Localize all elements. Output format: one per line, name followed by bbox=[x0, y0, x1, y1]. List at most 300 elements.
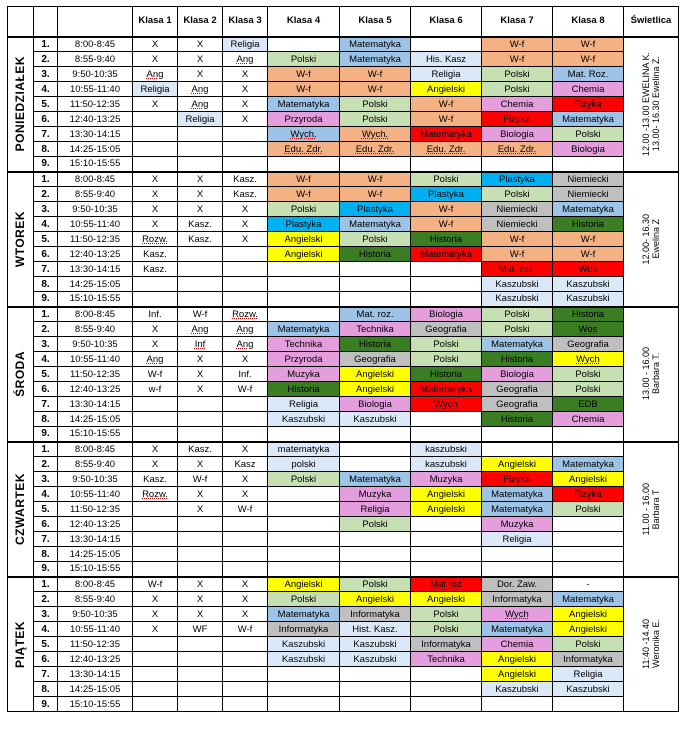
lesson-cell-klasa-4 bbox=[268, 397, 340, 412]
lesson-cell-klasa-2 bbox=[178, 277, 223, 292]
lesson-row bbox=[8, 562, 679, 577]
lesson-cell-klasa-3 bbox=[223, 442, 268, 457]
lesson-cell-klasa-3 bbox=[223, 232, 268, 247]
lesson-time: 8:00-8:45 bbox=[58, 307, 133, 322]
lesson-cell-klasa-6 bbox=[411, 397, 482, 412]
lesson-cell-klasa-7 bbox=[482, 187, 553, 202]
lesson-cell-klasa-5 bbox=[340, 322, 411, 337]
subject-label: Matematyka bbox=[491, 488, 543, 500]
lesson-cell-klasa-1 bbox=[133, 322, 178, 337]
subject-label: Kaszubski bbox=[566, 293, 610, 305]
subject-label: Plastyka bbox=[285, 218, 322, 230]
lesson-number: 2. bbox=[34, 592, 58, 607]
header-blank bbox=[58, 7, 133, 37]
subject-label: polski bbox=[291, 458, 316, 470]
lesson-time: 8:55-9:40 bbox=[58, 52, 133, 67]
lesson-cell-klasa-1 bbox=[133, 652, 178, 667]
lesson-cell-klasa-1 bbox=[133, 622, 178, 637]
lesson-cell-klasa-5 bbox=[340, 607, 411, 622]
lesson-cell-klasa-5 bbox=[340, 382, 411, 397]
subject-label: Polski bbox=[433, 173, 459, 185]
subject-label: Kaszubski bbox=[566, 683, 610, 695]
lesson-cell-klasa-1 bbox=[133, 202, 178, 217]
lesson-cell-klasa-1 bbox=[133, 367, 178, 382]
subject-label: X bbox=[151, 608, 159, 620]
lesson-cell-klasa-6 bbox=[411, 37, 482, 52]
lesson-cell-klasa-3 bbox=[223, 127, 268, 142]
lesson-cell-klasa-4 bbox=[268, 577, 340, 592]
lesson-row bbox=[8, 367, 679, 382]
lesson-number: 9. bbox=[34, 292, 58, 307]
lesson-cell-klasa-4 bbox=[268, 472, 340, 487]
subject-label: Inf. bbox=[238, 368, 252, 380]
lesson-time: 14:25-15:05 bbox=[58, 142, 133, 157]
lesson-cell-klasa-5 bbox=[340, 307, 411, 322]
subject-label: W-f bbox=[367, 188, 383, 200]
lesson-cell-klasa-8 bbox=[553, 262, 624, 277]
lesson-cell-klasa-6 bbox=[411, 487, 482, 502]
lesson-cell-klasa-3 bbox=[223, 502, 268, 517]
lesson-row bbox=[8, 127, 679, 142]
subject-label: Technika bbox=[356, 323, 394, 335]
lesson-row bbox=[8, 457, 679, 472]
subject-label: X bbox=[196, 188, 204, 200]
header-class-2: Klasa 2 bbox=[178, 7, 223, 37]
subject-label: Wych bbox=[576, 353, 600, 365]
subject-label: Matematyka bbox=[420, 383, 472, 395]
lesson-cell-klasa-2 bbox=[178, 157, 223, 172]
day-label bbox=[8, 37, 34, 172]
lesson-cell-klasa-7 bbox=[482, 367, 553, 382]
subject-label: Informatyka bbox=[350, 608, 400, 620]
subject-label: X bbox=[151, 203, 159, 215]
subject-label: Plastyka bbox=[357, 203, 393, 215]
lesson-cell-klasa-1 bbox=[133, 592, 178, 607]
lesson-cell-klasa-1 bbox=[133, 292, 178, 307]
lesson-cell-klasa-5 bbox=[340, 622, 411, 637]
lesson-cell-klasa-8 bbox=[553, 382, 624, 397]
lesson-cell-klasa-7 bbox=[482, 202, 553, 217]
lesson-cell-klasa-8 bbox=[553, 487, 624, 502]
lesson-cell-klasa-2 bbox=[178, 607, 223, 622]
lesson-cell-klasa-3 bbox=[223, 427, 268, 442]
swietlica-text: 11.00 - 16.00 Barbara T bbox=[641, 482, 661, 536]
lesson-number: 7. bbox=[34, 397, 58, 412]
lesson-number: 8. bbox=[34, 277, 58, 292]
subject-label: X bbox=[196, 383, 204, 395]
lesson-cell-klasa-5 bbox=[340, 262, 411, 277]
subject-label: Kaszubski bbox=[353, 413, 397, 425]
lesson-cell-klasa-5 bbox=[340, 127, 411, 142]
lesson-cell-klasa-1 bbox=[133, 577, 178, 592]
lesson-cell-klasa-7 bbox=[482, 67, 553, 82]
lesson-cell-klasa-3 bbox=[223, 202, 268, 217]
lesson-cell-klasa-3 bbox=[223, 337, 268, 352]
lesson-cell-klasa-5 bbox=[340, 577, 411, 592]
lesson-cell-klasa-1 bbox=[133, 112, 178, 127]
lesson-cell-klasa-8 bbox=[553, 187, 624, 202]
subject-label: X bbox=[196, 173, 204, 185]
lesson-cell-klasa-1 bbox=[133, 37, 178, 52]
lesson-cell-klasa-4 bbox=[268, 277, 340, 292]
lesson-number: 5. bbox=[34, 637, 58, 652]
subject-label: Matematyka bbox=[562, 203, 614, 215]
subject-label: Polski bbox=[290, 473, 317, 485]
swietlica-hours bbox=[624, 442, 679, 577]
day-label bbox=[8, 577, 34, 712]
subject-label: W-f bbox=[296, 173, 311, 185]
header-row bbox=[8, 7, 679, 37]
lesson-cell-klasa-6 bbox=[411, 562, 482, 577]
lesson-cell-klasa-4 bbox=[268, 322, 340, 337]
subject-label: Kaszubski bbox=[495, 293, 539, 305]
subject-label: Angielski bbox=[355, 368, 395, 380]
lesson-number: 6. bbox=[34, 652, 58, 667]
lesson-cell-klasa-5 bbox=[340, 97, 411, 112]
lesson-cell-klasa-3 bbox=[223, 667, 268, 682]
subject-label: W-f bbox=[509, 248, 525, 260]
lesson-cell-klasa-1 bbox=[133, 67, 178, 82]
subject-label: Ang bbox=[191, 323, 209, 335]
day-name: PONIEDZIAŁEK bbox=[13, 56, 27, 152]
subject-label: Chemia bbox=[500, 638, 534, 650]
lesson-cell-klasa-4 bbox=[268, 307, 340, 322]
lesson-cell-klasa-7 bbox=[482, 172, 553, 187]
lesson-cell-klasa-5 bbox=[340, 457, 411, 472]
subject-label: Polski bbox=[290, 593, 317, 605]
lesson-cell-klasa-8 bbox=[553, 247, 624, 262]
subject-label: Mat. roz. bbox=[356, 308, 394, 320]
subject-label: Polski bbox=[362, 578, 388, 590]
lesson-cell-klasa-1 bbox=[133, 517, 178, 532]
lesson-row bbox=[8, 337, 679, 352]
subject-label: Historia bbox=[429, 233, 463, 245]
subject-label: Polski bbox=[433, 608, 459, 620]
lesson-cell-klasa-5 bbox=[340, 142, 411, 157]
lesson-row bbox=[8, 472, 679, 487]
lesson-row bbox=[8, 247, 679, 262]
subject-label: Religia bbox=[502, 533, 532, 545]
lesson-cell-klasa-1 bbox=[133, 502, 178, 517]
subject-label: Polski bbox=[290, 203, 317, 215]
lesson-cell-klasa-3 bbox=[223, 562, 268, 577]
lesson-cell-klasa-3 bbox=[223, 367, 268, 382]
lesson-cell-klasa-2 bbox=[178, 532, 223, 547]
subject-label: Biologia bbox=[500, 128, 534, 140]
subject-label: Matematyka bbox=[491, 503, 543, 515]
lesson-cell-klasa-8 bbox=[553, 352, 624, 367]
subject-label: X bbox=[196, 503, 204, 515]
lesson-cell-klasa-6 bbox=[411, 247, 482, 262]
subject-label: W-f bbox=[147, 368, 163, 380]
lesson-number: 2. bbox=[34, 52, 58, 67]
subject-label: Historia bbox=[358, 338, 392, 350]
lesson-cell-klasa-6 bbox=[411, 202, 482, 217]
lesson-number: 8. bbox=[34, 682, 58, 697]
lesson-cell-klasa-3 bbox=[223, 157, 268, 172]
subject-label: Kasz. bbox=[188, 218, 212, 230]
lesson-cell-klasa-3 bbox=[223, 217, 268, 232]
lesson-cell-klasa-2 bbox=[178, 367, 223, 382]
lesson-row bbox=[8, 37, 679, 52]
subject-label: Matematyka bbox=[349, 38, 401, 50]
subject-label: Muzyka bbox=[500, 518, 534, 530]
subject-label: Chemia bbox=[500, 98, 534, 110]
lesson-cell-klasa-2 bbox=[178, 67, 223, 82]
lesson-number: 7. bbox=[34, 127, 58, 142]
lesson-cell-klasa-4 bbox=[268, 667, 340, 682]
lesson-number: 8. bbox=[34, 547, 58, 562]
subject-label: Matematyka bbox=[562, 113, 614, 125]
header-class-7: Klasa 7 bbox=[482, 7, 553, 37]
lesson-cell-klasa-2 bbox=[178, 82, 223, 97]
lesson-cell-klasa-3 bbox=[223, 247, 268, 262]
subject-label: Fizyka bbox=[503, 113, 531, 125]
lesson-cell-klasa-1 bbox=[133, 172, 178, 187]
subject-label: W-f bbox=[296, 83, 311, 95]
lesson-time: 11:50-12:35 bbox=[58, 367, 133, 382]
lesson-cell-klasa-6 bbox=[411, 52, 482, 67]
lesson-cell-klasa-1 bbox=[133, 262, 178, 277]
lesson-cell-klasa-7 bbox=[482, 427, 553, 442]
lesson-cell-klasa-1 bbox=[133, 682, 178, 697]
subject-label: Rozw. bbox=[142, 488, 168, 500]
subject-label: W-f bbox=[438, 203, 454, 215]
lesson-cell-klasa-5 bbox=[340, 397, 411, 412]
lesson-number: 3. bbox=[34, 337, 58, 352]
lesson-cell-klasa-2 bbox=[178, 292, 223, 307]
lesson-row bbox=[8, 532, 679, 547]
lesson-cell-klasa-8 bbox=[553, 52, 624, 67]
lesson-cell-klasa-1 bbox=[133, 472, 178, 487]
lesson-number: 4. bbox=[34, 622, 58, 637]
lesson-number: 9. bbox=[34, 157, 58, 172]
subject-label: W-f bbox=[438, 218, 454, 230]
lesson-number: 2. bbox=[34, 322, 58, 337]
day-name: CZWARTEK bbox=[13, 473, 27, 545]
lesson-time: 10:55-11:40 bbox=[58, 352, 133, 367]
lesson-number: 3. bbox=[34, 607, 58, 622]
lesson-cell-klasa-4 bbox=[268, 127, 340, 142]
lesson-cell-klasa-2 bbox=[178, 112, 223, 127]
lesson-cell-klasa-4 bbox=[268, 217, 340, 232]
lesson-cell-klasa-8 bbox=[553, 142, 624, 157]
lesson-cell-klasa-6 bbox=[411, 382, 482, 397]
lesson-time: 12:40-13:25 bbox=[58, 112, 133, 127]
subject-label: Angielski bbox=[355, 383, 395, 395]
subject-label: Rozw. bbox=[232, 308, 258, 320]
subject-label: Angielski bbox=[355, 593, 395, 605]
subject-label: Technika bbox=[284, 338, 323, 350]
subject-label: X bbox=[241, 578, 249, 590]
lesson-cell-klasa-6 bbox=[411, 697, 482, 712]
lesson-time: 14:25-15:05 bbox=[58, 547, 133, 562]
lesson-row bbox=[8, 637, 679, 652]
lesson-cell-klasa-7 bbox=[482, 157, 553, 172]
lesson-cell-klasa-5 bbox=[340, 247, 411, 262]
subject-label: Niemiecki bbox=[567, 173, 609, 185]
lesson-time: 8:00-8:45 bbox=[58, 172, 133, 187]
lesson-cell-klasa-8 bbox=[553, 292, 624, 307]
lesson-time: 13:30-14:15 bbox=[58, 532, 133, 547]
lesson-cell-klasa-6 bbox=[411, 367, 482, 382]
lesson-cell-klasa-8 bbox=[553, 82, 624, 97]
lesson-row bbox=[8, 517, 679, 532]
subject-label: Informatyka bbox=[563, 653, 613, 665]
lesson-cell-klasa-6 bbox=[411, 112, 482, 127]
lesson-number: 5. bbox=[34, 367, 58, 382]
lesson-number: 5. bbox=[34, 97, 58, 112]
subject-label: Kasz. bbox=[143, 473, 167, 485]
lesson-cell-klasa-6 bbox=[411, 67, 482, 82]
lesson-cell-klasa-7 bbox=[482, 532, 553, 547]
lesson-cell-klasa-2 bbox=[178, 412, 223, 427]
lesson-cell-klasa-4 bbox=[268, 97, 340, 112]
subject-label: X bbox=[151, 98, 159, 110]
subject-label: X bbox=[151, 623, 159, 635]
subject-label: His. Kasz bbox=[425, 53, 467, 65]
subject-label: Geografia bbox=[425, 323, 467, 335]
lesson-cell-klasa-2 bbox=[178, 232, 223, 247]
lesson-cell-klasa-8 bbox=[553, 577, 624, 592]
lesson-cell-klasa-3 bbox=[223, 67, 268, 82]
lesson-cell-klasa-8 bbox=[553, 502, 624, 517]
day-label bbox=[8, 442, 34, 577]
lesson-cell-klasa-2 bbox=[178, 187, 223, 202]
lesson-number: 1. bbox=[34, 37, 58, 52]
subject-label: Niemiecki bbox=[496, 218, 538, 230]
lesson-cell-klasa-5 bbox=[340, 112, 411, 127]
lesson-cell-klasa-5 bbox=[340, 562, 411, 577]
lesson-cell-klasa-6 bbox=[411, 127, 482, 142]
lesson-cell-klasa-4 bbox=[268, 457, 340, 472]
lesson-cell-klasa-2 bbox=[178, 217, 223, 232]
subject-label: Matematyka bbox=[420, 248, 472, 260]
lesson-cell-klasa-4 bbox=[268, 67, 340, 82]
lesson-time: 8:00-8:45 bbox=[58, 37, 133, 52]
lesson-row bbox=[8, 592, 679, 607]
lesson-row bbox=[8, 607, 679, 622]
lesson-time: 13:30-14:15 bbox=[58, 127, 133, 142]
lesson-number: 9. bbox=[34, 697, 58, 712]
subject-label: Angielski bbox=[568, 623, 608, 635]
subject-label: Biologia bbox=[571, 143, 605, 155]
lesson-cell-klasa-3 bbox=[223, 37, 268, 52]
subject-label: Angielski bbox=[497, 668, 537, 680]
subject-label: Angielski bbox=[426, 503, 466, 515]
subject-label: Polski bbox=[504, 308, 530, 320]
subject-label: Biologia bbox=[500, 368, 534, 380]
lesson-row bbox=[8, 667, 679, 682]
lesson-cell-klasa-8 bbox=[553, 667, 624, 682]
subject-label: Ang bbox=[236, 323, 254, 335]
header-blank bbox=[34, 7, 58, 37]
subject-label: Edu. Zdr. bbox=[355, 143, 395, 155]
lesson-cell-klasa-7 bbox=[482, 442, 553, 457]
lesson-cell-klasa-4 bbox=[268, 547, 340, 562]
lesson-cell-klasa-8 bbox=[553, 277, 624, 292]
lesson-cell-klasa-3 bbox=[223, 622, 268, 637]
lesson-cell-klasa-8 bbox=[553, 442, 624, 457]
subject-label: W-f bbox=[580, 53, 596, 65]
subject-label: W-f bbox=[296, 68, 311, 80]
lesson-number: 3. bbox=[34, 472, 58, 487]
subject-label: Niemiecki bbox=[496, 203, 538, 215]
lesson-time: 15:10-15:55 bbox=[58, 697, 133, 712]
subject-label: Kaszubski bbox=[353, 638, 397, 650]
timetable-body bbox=[8, 37, 679, 712]
subject-label: Fizyka bbox=[574, 488, 602, 500]
lesson-cell-klasa-3 bbox=[223, 592, 268, 607]
subject-label: X bbox=[241, 488, 249, 500]
subject-label: X bbox=[241, 593, 249, 605]
lesson-number: 8. bbox=[34, 142, 58, 157]
lesson-cell-klasa-2 bbox=[178, 97, 223, 112]
subject-label: Polski bbox=[433, 353, 459, 365]
subject-label: X bbox=[196, 203, 204, 215]
subject-label: Religia bbox=[573, 668, 603, 680]
lesson-cell-klasa-4 bbox=[268, 352, 340, 367]
subject-label: X bbox=[151, 323, 159, 335]
subject-label: X bbox=[196, 53, 204, 65]
lesson-time: 14:25-15:05 bbox=[58, 277, 133, 292]
subject-label: Polski bbox=[433, 338, 459, 350]
subject-label: X bbox=[241, 353, 249, 365]
lesson-cell-klasa-4 bbox=[268, 247, 340, 262]
day-name: ŚRODA bbox=[13, 351, 27, 397]
lesson-cell-klasa-7 bbox=[482, 502, 553, 517]
lesson-cell-klasa-6 bbox=[411, 187, 482, 202]
subject-label: Inf bbox=[194, 338, 206, 350]
lesson-cell-klasa-3 bbox=[223, 172, 268, 187]
lesson-row bbox=[8, 232, 679, 247]
subject-label: Matematyka bbox=[349, 218, 401, 230]
subject-label: X bbox=[196, 68, 204, 80]
subject-label: Plastyka bbox=[428, 188, 464, 200]
lesson-cell-klasa-7 bbox=[482, 697, 553, 712]
lesson-cell-klasa-2 bbox=[178, 202, 223, 217]
lesson-number: 5. bbox=[34, 232, 58, 247]
subject-label: X bbox=[151, 53, 159, 65]
lesson-cell-klasa-4 bbox=[268, 382, 340, 397]
lesson-cell-klasa-4 bbox=[268, 367, 340, 382]
lesson-cell-klasa-4 bbox=[268, 82, 340, 97]
lesson-row bbox=[8, 277, 679, 292]
lesson-time: 10:55-11:40 bbox=[58, 82, 133, 97]
lesson-number: 7. bbox=[34, 667, 58, 682]
lesson-cell-klasa-7 bbox=[482, 592, 553, 607]
lesson-row bbox=[8, 502, 679, 517]
subject-label: Chemia bbox=[571, 83, 605, 95]
subject-label: W-f bbox=[438, 98, 454, 110]
lesson-number: 6. bbox=[34, 517, 58, 532]
subject-label: X bbox=[196, 593, 204, 605]
subject-label: Ang bbox=[146, 353, 164, 365]
lesson-cell-klasa-6 bbox=[411, 307, 482, 322]
lesson-cell-klasa-4 bbox=[268, 622, 340, 637]
lesson-number: 9. bbox=[34, 427, 58, 442]
lesson-row bbox=[8, 172, 679, 187]
lesson-number: 1. bbox=[34, 577, 58, 592]
lesson-cell-klasa-8 bbox=[553, 367, 624, 382]
lesson-cell-klasa-2 bbox=[178, 517, 223, 532]
lesson-number: 6. bbox=[34, 382, 58, 397]
lesson-row bbox=[8, 322, 679, 337]
lesson-cell-klasa-6 bbox=[411, 142, 482, 157]
lesson-cell-klasa-6 bbox=[411, 592, 482, 607]
lesson-cell-klasa-7 bbox=[482, 412, 553, 427]
lesson-cell-klasa-7 bbox=[482, 307, 553, 322]
